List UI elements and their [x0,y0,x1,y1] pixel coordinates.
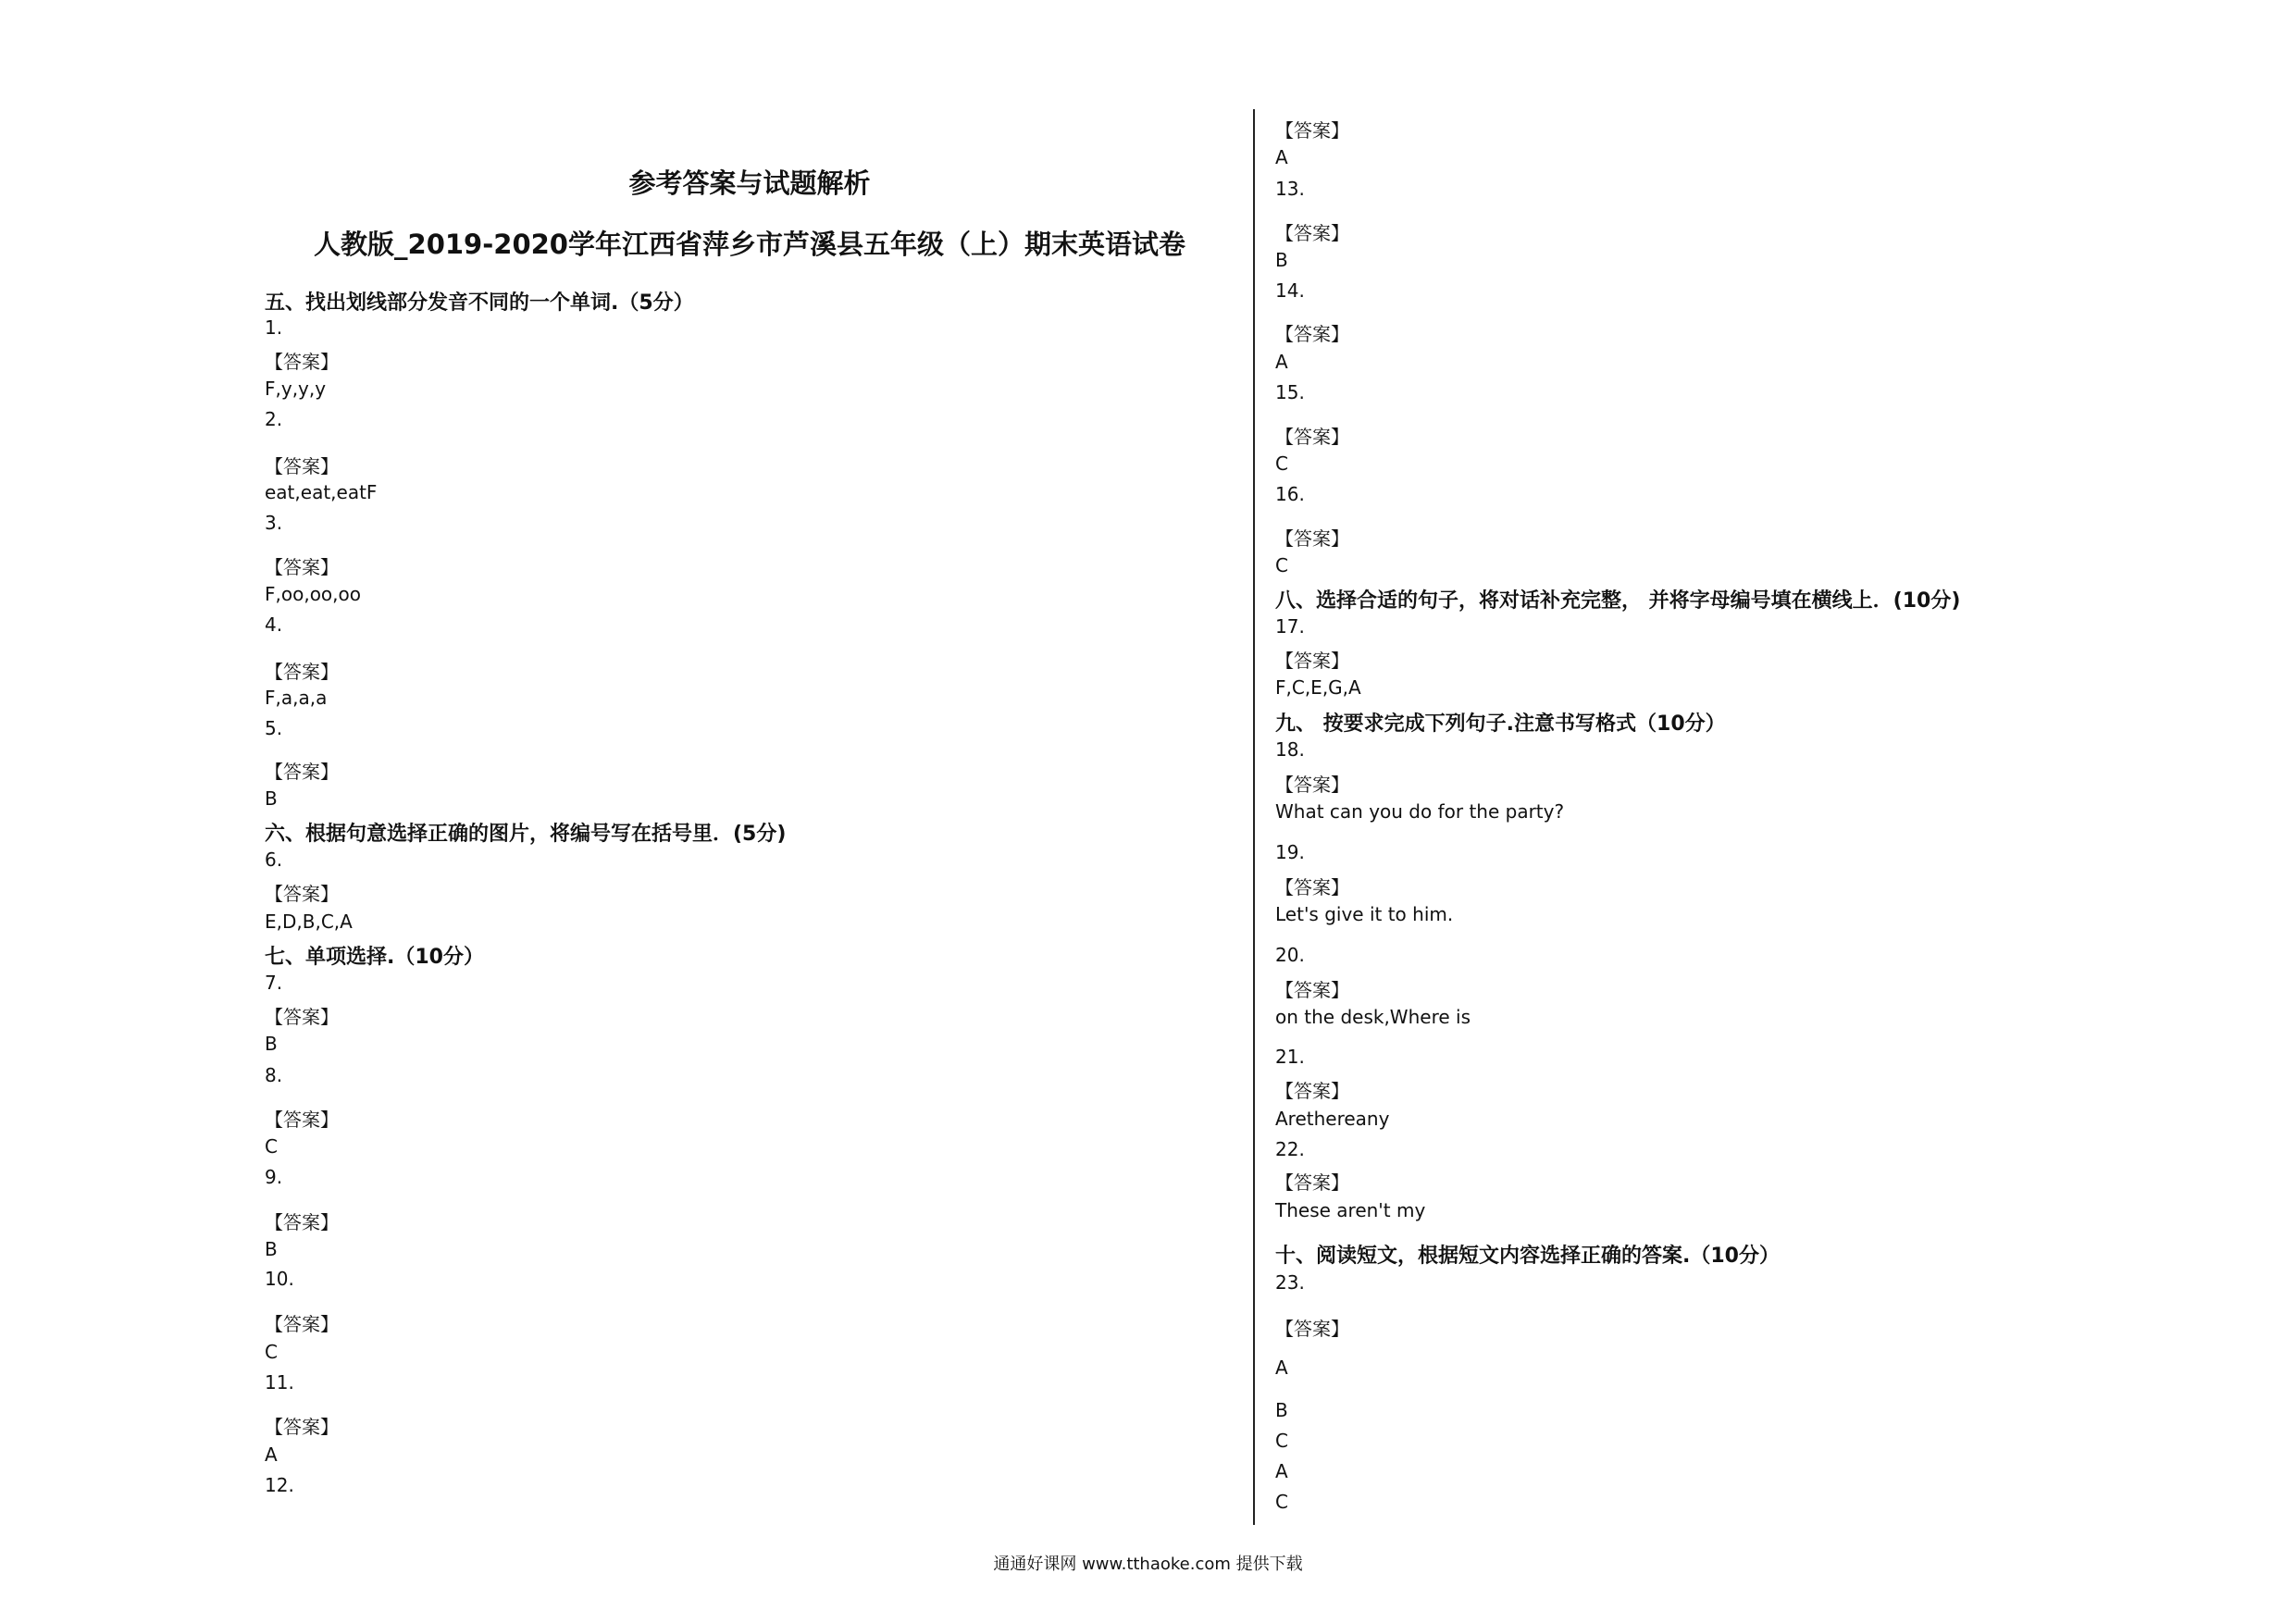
answer-label: 【答案】 [1275,222,1349,244]
page-title: 参考答案与试题解析 [628,167,871,199]
question-number: 8. [265,1064,283,1086]
answer-label: 【答案】 [265,1416,339,1438]
answer-text: Arethereany [1275,1108,1390,1130]
answer-text: A [265,1443,278,1466]
answer-text: B [265,1033,278,1055]
answer-text: eat,eat,eatF [265,481,378,503]
answer-text: F,a,a,a [265,687,328,709]
answer-label: 【答案】 [265,1006,339,1028]
answer-text: on the desk,Where is [1275,1006,1471,1028]
answer-text: Let's give it to him. [1275,903,1454,925]
question-number: 2. [265,408,283,430]
answer-text: C [1275,554,1288,576]
answer-label: 【答案】 [1275,527,1349,550]
answer-label: 【答案】 [1275,876,1349,898]
exam-title: 人教版_2019-2020学年江西省萍乡市芦溪县五年级（上）期末英语试卷 [314,229,1185,260]
answer-label: 【答案】 [1275,774,1349,796]
question-number: 15. [1275,381,1305,403]
answer-label: 【答案】 [1275,426,1349,448]
question-number: 19. [1275,841,1305,863]
question-number: 21. [1275,1046,1305,1068]
answer-label: 【答案】 [1275,979,1349,1001]
question-number: 7. [265,972,283,994]
question-number: 9. [265,1166,283,1188]
question-number: 3. [265,512,283,534]
answer-label: 【答案】 [265,661,339,683]
question-number: 13. [1275,178,1305,200]
answer-label: 【答案】 [1275,119,1349,142]
footer-credit: 通通好课网 www.tthaoke.com 提供下载 [993,1555,1303,1574]
answer-label: 【答案】 [1275,1171,1349,1194]
answer-text: B [265,1238,278,1260]
section-heading: 十、阅读短文，根据短文内容选择正确的答案.（10分） [1275,1245,1780,1268]
question-number: 11. [265,1371,294,1394]
question-number: 1. [265,316,283,339]
question-number: 12. [265,1474,294,1496]
question-number: 14. [1275,279,1305,302]
section-heading: 七、单项选择.（10分） [265,946,484,969]
answer-label: 【答案】 [265,556,339,578]
answer-text: These aren't my [1275,1199,1426,1221]
answer-label: 【答案】 [1275,1318,1349,1340]
answer-text: C [1275,1491,1288,1513]
question-number: 18. [1275,738,1305,761]
question-number: 23. [1275,1271,1305,1294]
answer-label: 【答案】 [265,1313,339,1335]
answer-text: A [1275,1460,1288,1482]
question-number: 4. [265,613,283,636]
question-number: 6. [265,849,283,871]
answer-text: B [265,787,278,810]
answer-text: F,oo,oo,oo [265,583,361,605]
question-number: 16. [1275,483,1305,505]
answer-text: F,C,E,G,A [1275,676,1361,699]
answer-label: 【答案】 [1275,1080,1349,1102]
answer-text: C [265,1341,278,1363]
answer-label: 【答案】 [265,761,339,783]
answer-label: 【答案】 [265,1109,339,1131]
answer-text: B [1275,249,1288,271]
question-number: 22. [1275,1138,1305,1160]
answer-label: 【答案】 [265,455,339,477]
answer-text: C [1275,1430,1288,1452]
answer-label: 【答案】 [1275,323,1349,345]
section-heading: 九、 按要求完成下列句子.注意书写格式（10分） [1275,712,1726,736]
column-divider [1253,109,1255,1525]
section-heading: 五、找出划线部分发音不同的一个单词.（5分） [265,291,694,315]
answer-label: 【答案】 [265,1211,339,1233]
answer-text: A [1275,351,1288,373]
question-number: 17. [1275,615,1305,638]
section-heading: 六、根据句意选择正确的图片，将编号写在括号里．(5分) [265,823,787,846]
question-number: 5. [265,717,283,739]
section-heading: 八、选择合适的句子，将对话补充完整， 并将字母编号填在横线上．(10分) [1275,589,1961,613]
answer-label: 【答案】 [265,883,339,905]
answer-text: E,D,B,C,A [265,911,353,933]
answer-text: B [1275,1399,1288,1421]
answer-text: A [1275,1357,1288,1379]
answer-text: What can you do for the party? [1275,800,1565,823]
question-number: 20. [1275,944,1305,966]
answer-text: C [265,1135,278,1158]
question-number: 10. [265,1268,294,1290]
answer-label: 【答案】 [265,351,339,373]
answer-text: A [1275,146,1288,168]
answer-text: C [1275,452,1288,475]
answer-text: F,y,y,y [265,378,327,400]
answer-label: 【答案】 [1275,650,1349,672]
